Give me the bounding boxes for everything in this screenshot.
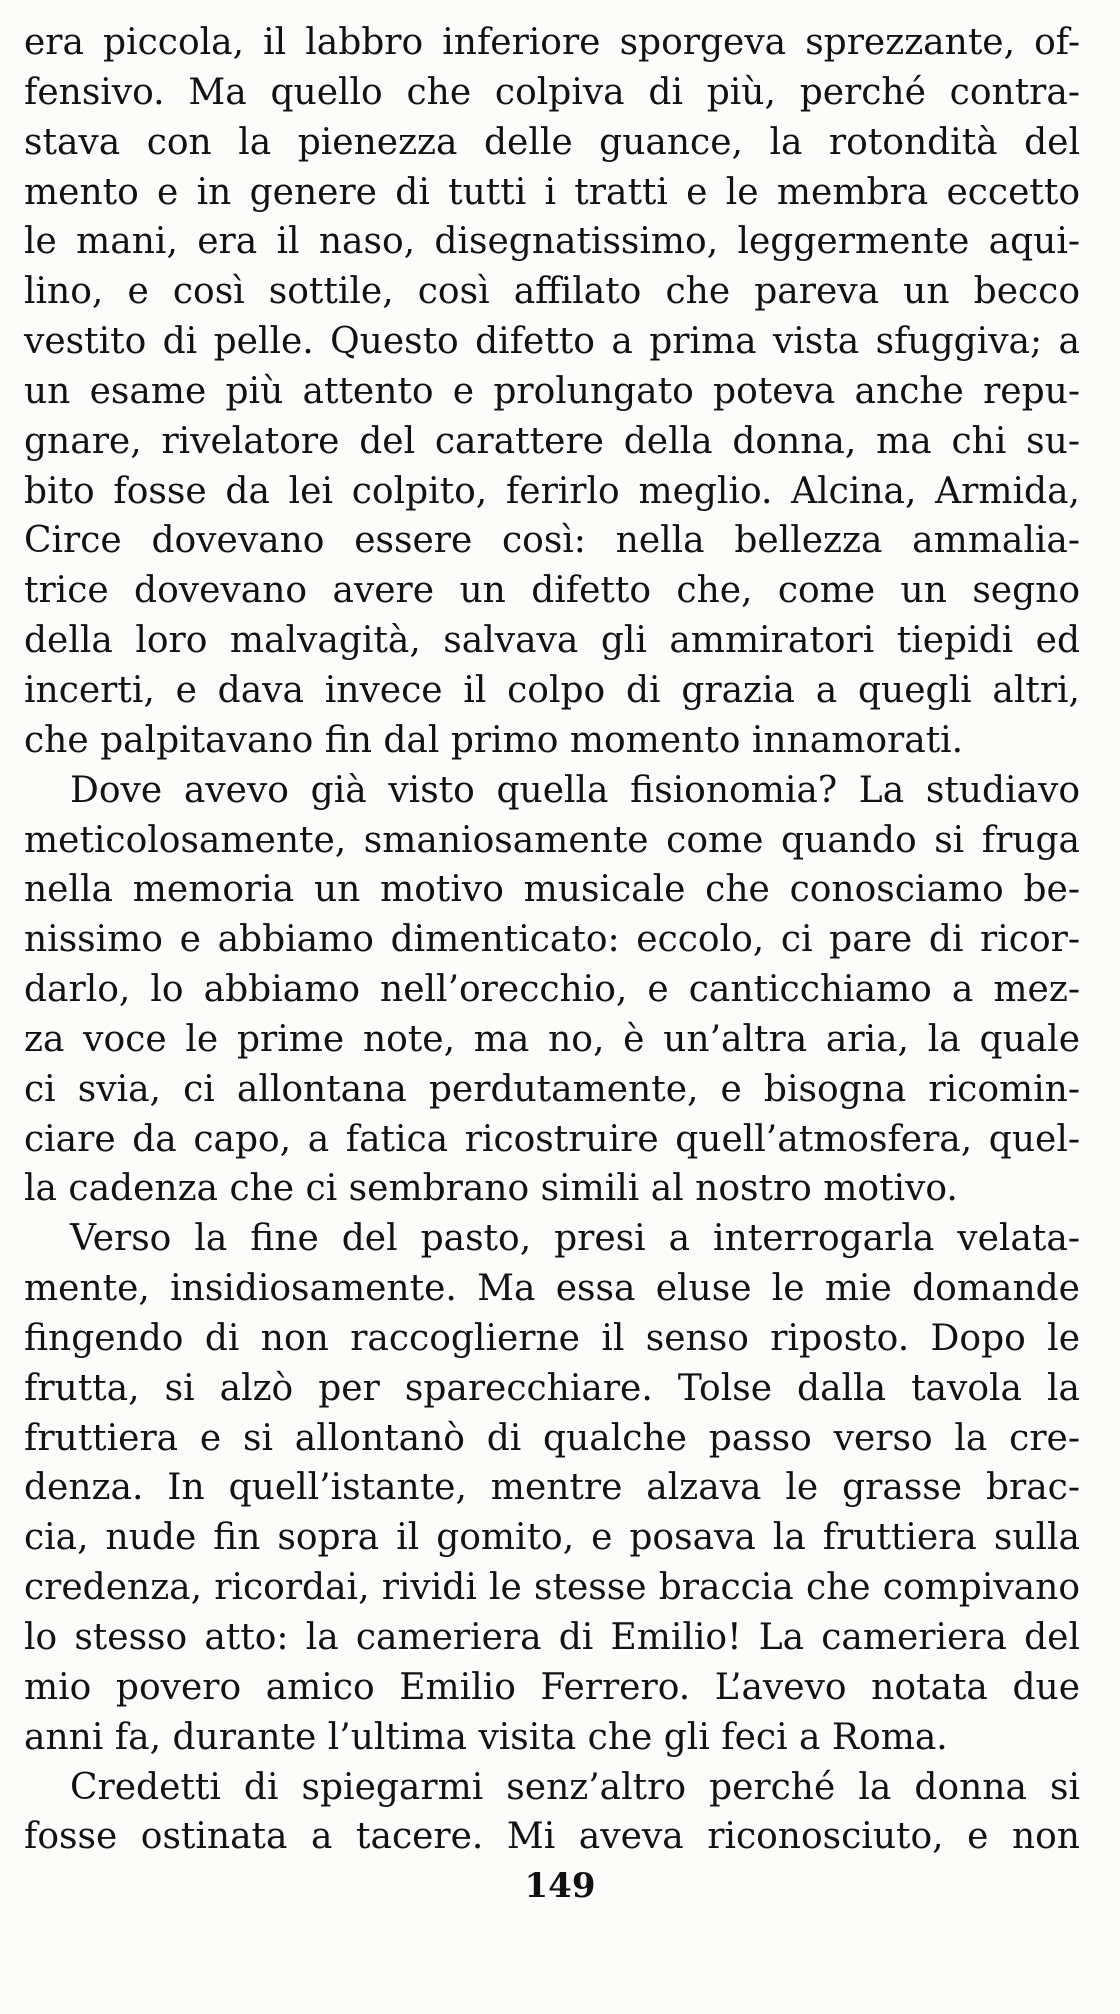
text-line: lo stesso atto: la cameriera di Emilio! La cameriera del — [24, 1617, 1080, 1658]
text-line: darlo, lo abbiamo nell’orecchio, e canticchiamo a mez- — [24, 969, 1080, 1011]
text-line: Circe dovevano essere così: nella bellezza ammalia- — [24, 520, 1080, 562]
text-line: fruttiera e si allontanò di qualche passo verso la cre- — [24, 1417, 1080, 1459]
text-line: vestito di pelle. Questo difetto a prima vista sfuggiva; a — [24, 321, 1080, 363]
text-line: gnare, rivelatore del carattere della donna, ma chi su- — [24, 420, 1080, 462]
text-line: Verso la fine del pasto, presi a interrogarla velata- — [70, 1218, 1080, 1260]
text-line: ci svia, ci allontana perdutamente, e bisogna ricomin- — [24, 1068, 1080, 1110]
page-number: 149 — [524, 1866, 596, 1906]
text-line: la cadenza che ci sembrano simili al nostro motivo. — [24, 1168, 958, 1210]
body-text — [24, 18, 1080, 1862]
text-line: fingendo di non raccoglierne il senso riposto. Dopo le — [24, 1317, 1080, 1359]
text-line: meticolosamente, smaniosamente come quando si fruga — [24, 819, 1080, 861]
text-line: mio povero amico Emilio Ferrero. L’avevo notata due — [24, 1666, 1080, 1708]
text-line: lino, e così sottile, così affilato che pareva un becco — [24, 271, 1080, 313]
text-line: trice dovevano avere un difetto che, come un segno — [24, 570, 1080, 612]
text-line: le mani, era il naso, disegnatissimo, leggermente aqui- — [24, 221, 1080, 263]
text-line: fosse ostinata a tacere. Mi aveva riconosciuto, e non — [24, 1816, 1080, 1858]
text-line: frutta, si alzò per sparecchiare. Tolse dalla tavola la — [24, 1367, 1080, 1409]
text-line: mento e in genere di tutti i tratti e le membra eccetto — [24, 171, 1080, 213]
text-line: un esame più attento e prolungato poteva anche repu- — [24, 370, 1080, 412]
text-line: stava con la pienezza delle guance, la rotondità del — [24, 121, 1080, 163]
text-line: nella memoria un motivo musicale che conosciamo be- — [24, 869, 1080, 911]
text-line: bito fosse da lei colpito, ferirlo meglio. Alcina, Armida, — [24, 470, 1080, 512]
text-line: Dove avevo già visto quella fisionomia? La studiavo — [70, 769, 1080, 811]
text-line: denza. In quell’istante, mentre alzava le grasse brac- — [24, 1467, 1080, 1509]
text-line: Credetti di spiegarmi senz’altro perché la donna si — [70, 1766, 1080, 1808]
text-line: za voce le prime note, ma no, è un’altra aria, la quale — [24, 1018, 1080, 1060]
text-line: nissimo e abbiamo dimenticato: eccolo, ci pare di ricor- — [24, 919, 1080, 961]
text-line: mente, insidiosamente. Ma essa eluse le mie domande — [24, 1268, 1080, 1310]
text-line: cia, nude fin sopra il gomito, e posava la fruttiera sulla — [24, 1517, 1080, 1559]
text-line: ciare da capo, a fatica ricostruire quell’atmosfera, quel- — [24, 1118, 1080, 1160]
text-line: anni fa, durante l’ultima visita che gli feci a Roma. — [24, 1716, 948, 1758]
text-line: fensivo. Ma quello che colpiva di più, perché contra- — [24, 71, 1080, 113]
text-line: era piccola, il labbro inferiore sporgeva sprezzante, of- — [24, 22, 1080, 63]
text-line: della loro malvagità, salvava gli ammiratori tiepidi ed — [24, 620, 1080, 662]
text-line: incerti, e dava invece il colpo di grazia a quegli altri, — [24, 669, 1080, 711]
text-line: che palpitavano fin dal primo momento innamorati. — [24, 719, 964, 761]
text-line: credenza, ricordai, rividi le stesse braccia che compivano — [24, 1567, 1080, 1609]
